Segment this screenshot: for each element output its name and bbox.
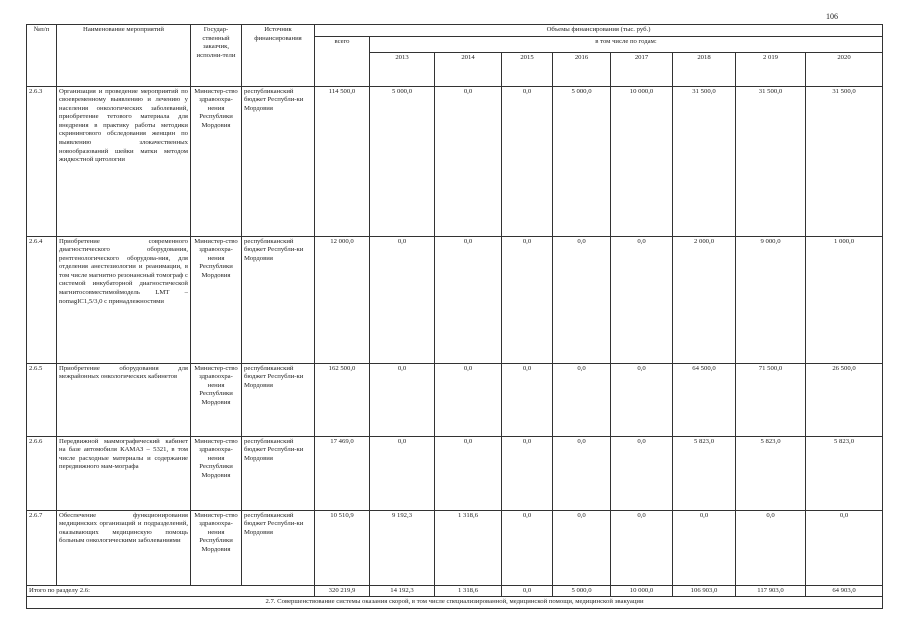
- section-heading-row: [27, 597, 883, 609]
- row-year-value: 0,0: [553, 436, 611, 510]
- row-year-value: 0,0: [673, 510, 736, 585]
- row-year-value: 0,0: [736, 510, 806, 585]
- table-row: [27, 86, 883, 236]
- header-by-years: в том числе по годам:: [370, 36, 883, 52]
- row-name: Приобретение оборудования для межрайонных онкологических кабинетов: [57, 363, 191, 436]
- row-year-value: 5 823,0: [806, 436, 883, 510]
- row-total: 162 500,0: [315, 363, 370, 436]
- subtotal-year-value: 1 318,6: [435, 585, 502, 597]
- subtotal-year-value: 10 000,0: [611, 585, 673, 597]
- row-year-value: 26 500,0: [806, 363, 883, 436]
- row-year-value: 5 823,0: [673, 436, 736, 510]
- financing-table: [26, 24, 883, 609]
- header-year: 2 019: [736, 52, 806, 86]
- row-year-value: 0,0: [611, 363, 673, 436]
- row-number: 2.6.3: [27, 86, 57, 236]
- subtotal-year-value: 117 903,0: [736, 585, 806, 597]
- table-row: [27, 510, 883, 585]
- row-year-value: 0,0: [435, 86, 502, 236]
- row-year-value: 0,0: [611, 510, 673, 585]
- header-year: 2015: [502, 52, 553, 86]
- row-year-value: 5 823,0: [736, 436, 806, 510]
- row-total: 10 510,9: [315, 510, 370, 585]
- row-year-value: 0,0: [502, 510, 553, 585]
- subtotal-year-value: 106 903,0: [673, 585, 736, 597]
- row-year-value: 0,0: [553, 236, 611, 363]
- row-year-value: 0,0: [553, 363, 611, 436]
- row-customer: Министер-ство здравоохра-нения Республики Мордовия: [191, 363, 242, 436]
- row-year-value: 0,0: [553, 510, 611, 585]
- header-year: 2014: [435, 52, 502, 86]
- header-total: всего: [315, 36, 370, 86]
- header-customer: Государ-ственный заказчик, исполни-тели: [191, 25, 242, 87]
- subtotal-row: [27, 585, 883, 597]
- row-year-value: 0,0: [502, 236, 553, 363]
- row-year-value: 5 000,0: [553, 86, 611, 236]
- row-year-value: 0,0: [502, 363, 553, 436]
- table-row: [27, 363, 883, 436]
- section-heading: 2.7. Совершенствование системы оказания скорой, в том числе специализированной, медицинской помощи, медицинской эвакуации: [27, 597, 883, 609]
- row-customer: Министер-ство здравоохра-нения Республики Мордовия: [191, 510, 242, 585]
- row-year-value: 0,0: [502, 86, 553, 236]
- row-year-value: 31 500,0: [736, 86, 806, 236]
- row-year-value: 0,0: [370, 236, 435, 363]
- header-source: Источник финансирования: [242, 25, 315, 87]
- row-name: Передвижной маммографический кабинет на базе автомобиля КАМАЗ – 5321, в том числе расходные материалы и содержание передвижного мам-мографа: [57, 436, 191, 510]
- row-source: республиканский бюджет Республи-ки Мордовия: [242, 363, 315, 436]
- row-year-value: 0,0: [611, 436, 673, 510]
- table-row: [27, 436, 883, 510]
- row-year-value: 0,0: [370, 363, 435, 436]
- header-year: 2020: [806, 52, 883, 86]
- row-year-value: 0,0: [435, 363, 502, 436]
- row-year-value: 0,0: [435, 236, 502, 363]
- row-customer: Министер-ство здравоохра-нения Республики Мордовия: [191, 436, 242, 510]
- row-year-value: 0,0: [502, 436, 553, 510]
- row-year-value: 0,0: [806, 510, 883, 585]
- row-number: 2.6.7: [27, 510, 57, 585]
- row-source: республиканский бюджет Республи-ки Мордовия: [242, 236, 315, 363]
- subtotal-total: 320 219,9: [315, 585, 370, 597]
- row-year-value: 71 500,0: [736, 363, 806, 436]
- table-row: [27, 236, 883, 363]
- row-name: Обеспечение функционирования медицинских организаций и подразделений, оказывающих медицинскую помощь больным онкологическими заболеваниями: [57, 510, 191, 585]
- row-number: 2.6.4: [27, 236, 57, 363]
- subtotal-year-value: 14 192,3: [370, 585, 435, 597]
- header-year: 2013: [370, 52, 435, 86]
- row-name: Приобретение современного диагностического оборудования, рентгенологического оборудова-ния, для отделения анестезиологии и реанимации, в том числе магнитно резонансный томограф с системой инкубаторной диагностической магнитосовместимоймодель LMT – nomagIC1,5/3,0 с принадлежностями: [57, 236, 191, 363]
- row-year-value: 9 192,3: [370, 510, 435, 585]
- row-year-value: 0,0: [370, 436, 435, 510]
- header-year: 2016: [553, 52, 611, 86]
- subtotal-year-value: 5 000,0: [553, 585, 611, 597]
- row-number: 2.6.5: [27, 363, 57, 436]
- row-year-value: 31 500,0: [806, 86, 883, 236]
- row-year-value: 64 500,0: [673, 363, 736, 436]
- row-year-value: 31 500,0: [673, 86, 736, 236]
- row-year-value: 9 000,0: [736, 236, 806, 363]
- row-total: 17 469,0: [315, 436, 370, 510]
- header-name: Наименование мероприятий: [57, 25, 191, 87]
- row-source: республиканский бюджет Республи-ки Мордовия: [242, 436, 315, 510]
- row-year-value: 0,0: [435, 436, 502, 510]
- row-name: Организация и проведение мероприятий по своевременному выявлению и лечению у населения онкологических заболеваний, приобретение тетового материала для внедрения в практику работы методики скринингового обследования женщин по выявлению злокачественных новообразований шейки матки методом жидкостной цитологии: [57, 86, 191, 236]
- subtotal-year-value: 0,0: [502, 585, 553, 597]
- row-customer: Министер-ство здравоохра-нения Республики Мордовия: [191, 86, 242, 236]
- row-year-value: 10 000,0: [611, 86, 673, 236]
- row-total: 114 500,0: [315, 86, 370, 236]
- subtotal-label: Итого по разделу 2.6:: [27, 585, 315, 597]
- row-year-value: 1 318,6: [435, 510, 502, 585]
- row-source: республиканский бюджет Республи-ки Мордовия: [242, 510, 315, 585]
- row-year-value: 1 000,0: [806, 236, 883, 363]
- row-number: 2.6.6: [27, 436, 57, 510]
- header-volume: Объемы финансирования (тыс. руб.): [315, 25, 883, 37]
- row-source: республиканский бюджет Республи-ки Мордовия: [242, 86, 315, 236]
- subtotal-year-value: 64 903,0: [806, 585, 883, 597]
- row-year-value: 2 000,0: [673, 236, 736, 363]
- row-customer: Министер-ство здравоохра-нения Республики Мордовия: [191, 236, 242, 363]
- header-no: №п/п: [27, 25, 57, 87]
- row-year-value: 5 000,0: [370, 86, 435, 236]
- row-year-value: 0,0: [611, 236, 673, 363]
- header-year: 2017: [611, 52, 673, 86]
- header-year: 2018: [673, 52, 736, 86]
- page-number: 106: [826, 12, 838, 21]
- row-total: 12 000,0: [315, 236, 370, 363]
